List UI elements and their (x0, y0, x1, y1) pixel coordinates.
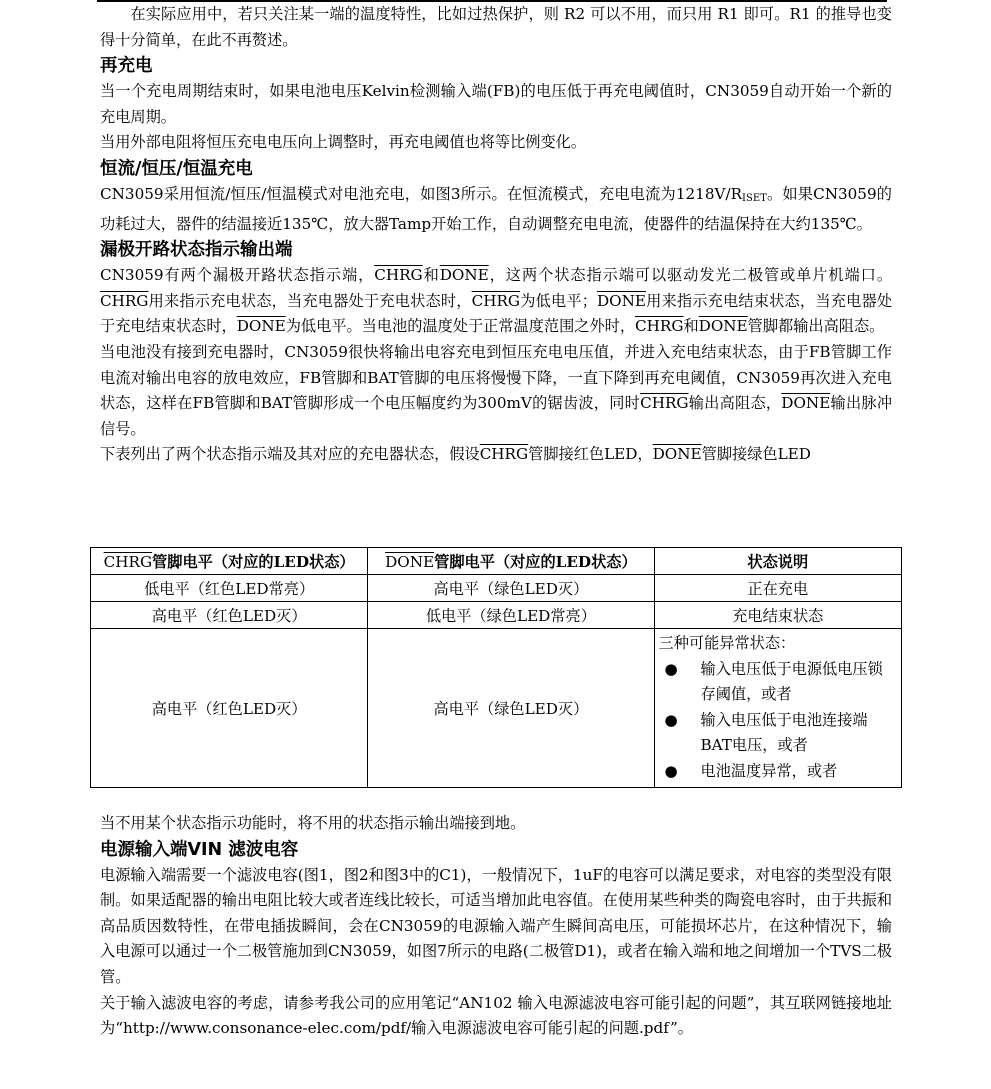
status-table (90, 547, 902, 788)
od-paragraph-2: 当电池没有接到充电器时，CN3059很快将输出电容充电到恒压充电电压值，并进入充电结束状态，由于FB管脚工作电流对输出电容的放电效应，FB管脚和BAT管脚的电压将慢慢下降，一直下降到再充电阈值，CN3059再次进入充电状态，这样在FB管脚和BAT管脚形成一个电压幅度约为300mV的锯齿波，同时CHRG输出高阻态，DONE输出脉冲信号。 (100, 342, 893, 438)
document-lower (100, 811, 892, 1042)
cc-paragraph: CN3059采用恒流/恒压/恒温模式对电池充电，如图3所示。在恒流模式，充电电流为$1218V/R_{ISET}$。如果CN3059的功耗过大，器件的结温接近135℃，放大器Tamp开始工作，自动调整充电电流，使器件的结温保持在大约135℃。 (100, 184, 892, 233)
header-done: DONE管脚电平（对应的LED状态） (368, 548, 654, 575)
abnormal-title: 三种可能异常状态： (658, 634, 796, 652)
intro-paragraph: 在实际应用中，若只关注某一端的温度特性，比如过热保护，则 R2 可以不用，而只用 R1 即可。R1 的推导也变得十分简单，在此不再赘述。 (100, 5, 892, 49)
list-item: ● 输入电压低于电池连接端BAT电压，或者 (659, 708, 898, 759)
table-cell: 充电结束状态 (654, 602, 902, 629)
recharge-heading: 再充电 (100, 56, 153, 77)
table-cell: 低电平（绿色LED常亮） (368, 602, 654, 629)
header-chrg: CHRG管脚电平（对应的LED状态） (91, 548, 368, 575)
table-row (91, 575, 902, 602)
od-paragraph-1: CN3059有两个漏极开路状态指示端，CHRG和DONE，这两个状态指示端可以驱动发光二极管或单片机端口。CHRG用来指示充电状态，当充电器处于充电状态时，CHRG为低电平；DONE用来指示充电结束状态，当充电器处于充电结束状态时，DONE为低电平。当电池的温度处于正常温度范围之外时，CHRG和DONE管脚都输出高阻态。 (100, 266, 893, 336)
table-row (91, 602, 902, 629)
table-cell: 高电平（绿色LED灭） (368, 575, 654, 602)
od-paragraph-3: 下表列出了两个状态指示端及其对应的充电器状态，假设CHRG管脚接红色LED，DONE管脚接绿色LED (100, 445, 811, 464)
cc-heading: 恒流/恒压/恒温充电 (100, 158, 253, 179)
table-row (91, 629, 902, 788)
table-cell: 正在充电 (654, 575, 902, 602)
bullet-icon: ● (664, 710, 678, 729)
table-cell: 高电平（红色LED灭） (91, 602, 368, 629)
abnormal-states-cell (654, 629, 902, 788)
list-item: ● 电池温度异常，或者 (659, 759, 898, 785)
list-item: ● 输入电压低于电源低电压锁存阈值，或者 (659, 657, 898, 708)
bullet-icon: ● (664, 761, 678, 780)
header-status: 状态说明 (654, 548, 902, 575)
table-cell: 低电平（红色LED常亮） (91, 575, 368, 602)
vin-heading: 电源输入端VIN 滤波电容 (100, 839, 299, 860)
vin-paragraph-2: 关于输入滤波电容的考虑，请参考我公司的应用笔记“AN102 输入电源滤波电容可能引起的问题”，其互联网链接地址为“http://www.consonance-elec.com/pdf/输入电源滤波电容可能引起的问题.pdf”。 (100, 993, 892, 1038)
recharge-paragraph-2: 当用外部电阻将恒压充电电压向上调整时，再充电阈值也将等比例变化。 (100, 133, 586, 152)
table-cell: 高电平（绿色LED灭） (368, 629, 654, 788)
table-header-row (91, 548, 902, 575)
bullet-icon: ● (664, 659, 678, 678)
recharge-paragraph-1: 当一个充电周期结束时，如果电池电压Kelvin检测输入端(FB)的电压低于再充电阈值时，CN3059自动开始一个新的充电周期。 (100, 82, 892, 126)
od-heading: 漏极开路状态指示输出端 (100, 240, 293, 261)
vin-paragraph-1: 电源输入端需要一个滤波电容(图1，图2和图3中的C1)，一般情况下，1uF的电容可以满足要求，对电容的类型没有限制。如果适配器的输出电阻比较大或者连线比较长，可适当增加此电容值。在使用某些种类的陶瓷电容时，由于共振和高品质因数特性，在带电插拔瞬间，会在CN3059的电源输入端产生瞬间高电压，可能损坏芯片，在这种情况下，输入电源可以通过一个二极管施加到CN3059，如图7所示的电路(二极管D1)，或者在输入端和地之间增加一个TVS二极管。 (100, 865, 892, 986)
table-cell: 高电平（红色LED灭） (91, 629, 368, 788)
unused-paragraph: 当不用某个状态指示功能时，将不用的状态指示输出端接到地。 (100, 814, 526, 832)
document-body (100, 2, 892, 468)
